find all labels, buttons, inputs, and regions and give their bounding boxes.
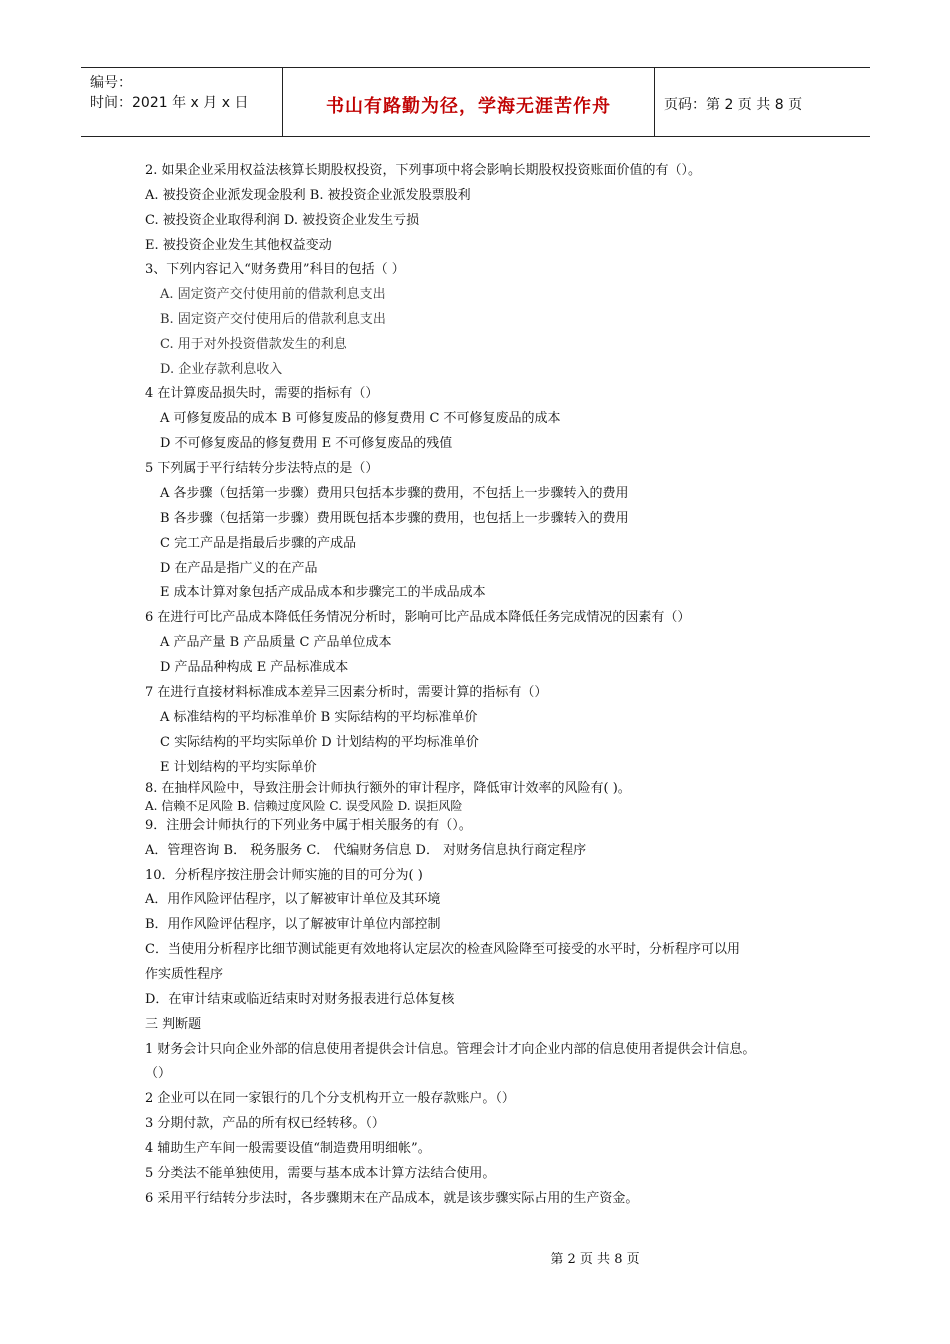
judgment-item: 4 辅助生产车间一般需要设值“制造费用明细帐”。	[145, 1141, 431, 1156]
judgment-item: 6 采用平行结转分步法时，各步骤期末在产品成本，就是该步骤实际占用的生产资金。	[145, 1191, 639, 1206]
option-line: A 各步骤（包括第一步骤）费用只包括本步骤的费用，不包括上一步骤转入的费用	[160, 486, 629, 501]
judgment-item: （）	[145, 1066, 172, 1081]
judgment-item: 5 分类法不能单独使用，需要与基本成本计算方法结合使用。	[145, 1166, 496, 1181]
page-footer: 第 2 页 共 8 页	[550, 1252, 640, 1267]
option-line: D 产品品种构成 E 产品标准成本	[160, 660, 349, 675]
question-4: 4 在计算废品损失时，需要的指标有（）	[145, 386, 379, 401]
judgment-item: 2 企业可以在同一家银行的几个分支机构开立一般存款账户。（）	[145, 1091, 515, 1106]
option-line: E 计划结构的平均实际单价	[160, 760, 317, 775]
option-line: A. 信赖不足风险 B. 信赖过度风险 C. 误受风险 D. 误拒风险	[145, 799, 463, 813]
option-line: A. 固定资产交付使用前的借款利息支出	[160, 287, 386, 302]
option-line: A. 被投资企业派发现金股利 B. 被投资企业派发股票股利	[145, 188, 471, 203]
option-line: D. 企业存款利息收入	[160, 362, 283, 377]
header-divider	[282, 68, 283, 136]
question-3: 3、下列内容记入“财务费用”科目的包括（ ）	[145, 262, 405, 277]
option-line: C. 被投资企业取得利润 D. 被投资企业发生亏损	[145, 213, 420, 228]
option-line: A 产品产量 B 产品质量 C 产品单位成本	[160, 635, 392, 650]
question-6: 6 在进行可比产品成本降低任务情况分析时，影响可比产品成本降低任务完成情况的因素有（）	[145, 610, 691, 625]
option-line: B 各步骤（包括第一步骤）费用既包括本步骤的费用，也包括上一步骤转入的费用	[160, 511, 629, 526]
option-line: C．当使用分析程序比细节测试能更有效地将认定层次的检查风险降至可接受的水平时，分析程序可以用	[145, 942, 740, 957]
option-line: D 在产品是指广义的在产品	[160, 561, 318, 576]
option-line: A．用作风险评估程序，以了解被审计单位及其环境	[145, 892, 441, 907]
section-heading: 三 判断题	[145, 1017, 202, 1032]
question-9: 9．注册会计师执行的下列业务中属于相关服务的有（）。	[145, 818, 472, 833]
option-line: D．在审计结束或临近结束时对财务报表进行总体复核	[145, 992, 455, 1007]
option-line: E. 被投资企业发生其他权益变动	[145, 238, 332, 253]
option-line: 作实质性程序	[145, 967, 224, 982]
question-10: 10．分析程序按注册会计师实施的目的可分为( )	[145, 868, 423, 883]
header-page-number: 页码：第 2 页 共 8 页	[664, 97, 803, 113]
document-header	[81, 67, 870, 137]
option-line: B．用作风险评估程序，以了解被审计单位内部控制	[145, 917, 441, 932]
option-line: C. 用于对外投资借款发生的利息	[160, 337, 347, 352]
header-motto: 书山有路勤为径，学海无涯苦作舟	[326, 96, 611, 117]
judgment-item: 3 分期付款，产品的所有权已经转移。（）	[145, 1116, 385, 1131]
option-line: D 不可修复废品的修复费用 E 不可修复废品的残值	[160, 436, 453, 451]
question-2: 2. 如果企业采用权益法核算长期股权投资，下列事项中将会影响长期股权投资账面价值的有（）。	[145, 163, 702, 178]
option-line: B. 固定资产交付使用后的借款利息支出	[160, 312, 386, 327]
question-8: 8. 在抽样风险中，导致注册会计师执行额外的审计程序，降低审计效率的风险有( )。	[145, 781, 631, 796]
option-line: A．管理咨询 B． 税务服务 C． 代编财务信息 D． 对财务信息执行商定程序	[145, 843, 587, 858]
document-number-label: 编号：	[90, 75, 132, 91]
question-5: 5 下列属于平行结转分步法特点的是（）	[145, 461, 379, 476]
document-date-label: 时间：2021 年 x 月 x 日	[90, 95, 249, 111]
option-line: A 标准结构的平均标准单价 B 实际结构的平均标准单价	[160, 710, 478, 725]
option-line: C 完工产品是指最后步骤的产成品	[160, 536, 357, 551]
judgment-item: 1 财务会计只向企业外部的信息使用者提供会计信息。管理会计才向企业内部的信息使用者提供会计信息。	[145, 1042, 756, 1057]
option-line: E 成本计算对象包括产成品成本和步骤完工的半成品成本	[160, 585, 486, 600]
option-line: A 可修复废品的成本 B 可修复废品的修复费用 C 不可修复废品的成本	[160, 411, 561, 426]
option-line: C 实际结构的平均实际单价 D 计划结构的平均标准单价	[160, 735, 479, 750]
question-7: 7 在进行直接材料标准成本差异三因素分析时，需要计算的指标有（）	[145, 685, 548, 700]
header-divider	[654, 68, 655, 136]
